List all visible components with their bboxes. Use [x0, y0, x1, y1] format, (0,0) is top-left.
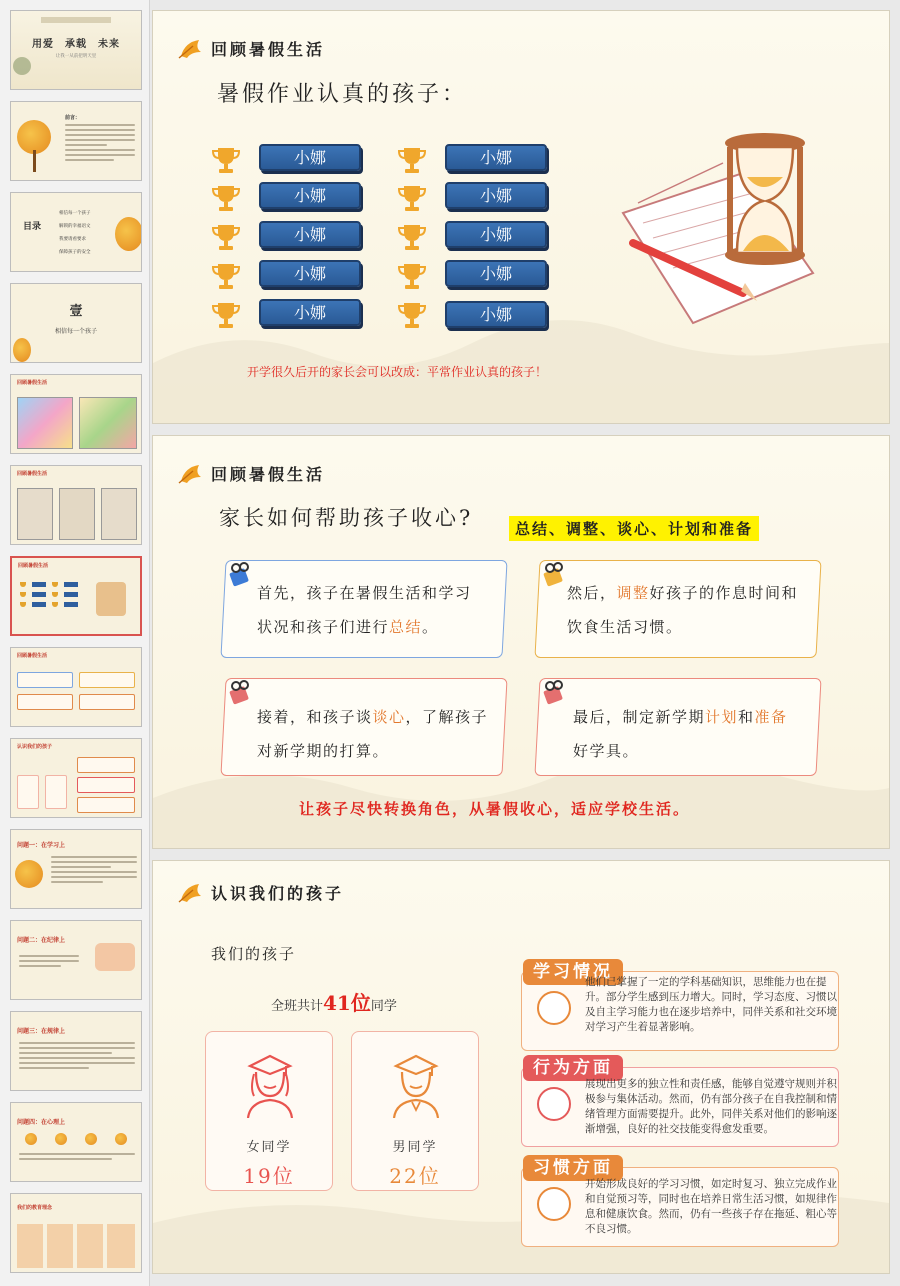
- tip-keyword: 总结: [389, 618, 423, 636]
- thumb-text-lines: [19, 1153, 135, 1163]
- student-name-button[interactable]: 小娜: [445, 301, 547, 328]
- tip-text-plan: [573, 700, 803, 768]
- student-name-button[interactable]: 小娜: [259, 182, 361, 209]
- info-tag-study: 学习情况: [523, 959, 623, 985]
- maple-leaf-icon: [177, 882, 205, 904]
- thumb-title: 目录: [23, 222, 42, 232]
- thumb-title: 壹: [69, 304, 83, 319]
- thumb-text-lines: [19, 955, 79, 970]
- thumb-photo: [101, 488, 137, 540]
- slide-thumb-2[interactable]: [10, 101, 142, 181]
- thumb-card: [45, 775, 67, 809]
- toc-item: 我要请看要求: [59, 237, 86, 242]
- girls-label: 女同学: [246, 1140, 292, 1155]
- thumb-text-lines: [19, 1042, 135, 1072]
- tip-keyword: 计划: [705, 708, 739, 726]
- slide-thumb-13[interactable]: [10, 1102, 142, 1182]
- trunk-shape: [33, 150, 36, 172]
- thumb-column: [47, 1224, 73, 1268]
- trophy-icon: [20, 582, 26, 587]
- total-prefix: 全班共计: [271, 999, 324, 1014]
- trophy-icon: [397, 300, 427, 330]
- student-name-button[interactable]: 小娜: [259, 221, 361, 248]
- section-header: [177, 881, 344, 904]
- tip-text-part: 最后，制定新学期: [573, 708, 706, 726]
- girls-card: [205, 1031, 333, 1191]
- section-title: 回顾暑假生活: [211, 465, 326, 484]
- thumb-title: 前言：: [65, 115, 81, 121]
- thumb-card: [77, 777, 135, 793]
- slide-question: 家长如何帮助孩子收心?: [219, 506, 474, 530]
- slide-question: 暑假作业认真的孩子：: [217, 82, 468, 107]
- slide-thumb-11[interactable]: [10, 920, 142, 1000]
- trophy-icon: [211, 222, 241, 252]
- trophy-icon: [52, 602, 58, 607]
- student-name-button[interactable]: 小娜: [445, 144, 547, 171]
- binder-clip-icon: [541, 680, 567, 706]
- toc-item: 相信每一个孩子: [59, 211, 91, 216]
- slide-thumb-6[interactable]: [10, 465, 142, 545]
- slide-thumb-9[interactable]: [10, 738, 142, 818]
- tree-icon: [115, 1133, 127, 1145]
- thumb-band: [41, 17, 111, 23]
- trophy-icon: [211, 145, 241, 175]
- trophy-icon: [20, 602, 26, 607]
- info-text-study: 他们已掌握了一定的学科基础知识，思维能力也在提升。部分学生感到压力增大。同时，学习态度、习惯以及自主学习能力也在逐步培养中，同伴关系和社交环境对学习产生着显著影响。: [585, 976, 837, 1033]
- toc-item: 解锁的幸福语文: [59, 224, 91, 229]
- thumb-photo: [17, 397, 73, 449]
- slide-thumb-12[interactable]: [10, 1011, 142, 1091]
- student-avatar-icon: [537, 1187, 571, 1221]
- thumb-text-lines: [65, 124, 135, 164]
- tip-keyword: 调整: [616, 584, 650, 602]
- thumb-title: 问题一：在学习上: [17, 842, 66, 849]
- binder-clip-icon: [227, 680, 253, 706]
- thumb-title: 问题四：在心理上: [17, 1119, 66, 1126]
- thumb-card: [17, 775, 39, 809]
- tip-text-part: 好孩子的作息时间和饮食生活习惯。: [567, 584, 799, 636]
- girls-count: 19位: [243, 1164, 295, 1188]
- thumb-title: 问题三：在规律上: [17, 1028, 66, 1035]
- thumb-subtitle: 让我一从前把明天里: [55, 54, 97, 59]
- info-tag-behavior: 行为方面: [523, 1055, 623, 1081]
- thumb-title: 回顾暑假生活: [17, 653, 48, 659]
- thumb-card: [77, 757, 135, 773]
- tip-text-part: 和: [738, 708, 755, 726]
- teacher-note: 开学很久后开的家长会可以改成：平常作业认真的孩子！: [247, 365, 548, 379]
- tip-text-part: 接着，和孩子谈: [257, 708, 373, 726]
- thumb-name-btn: [32, 582, 46, 587]
- tip-text-part: 然后，: [567, 584, 617, 602]
- student-name-button[interactable]: 小娜: [259, 144, 361, 171]
- trophy-icon: [52, 592, 58, 597]
- student-name-button[interactable]: 小娜: [445, 182, 547, 209]
- thumb-title: 回顾暑假生活: [18, 563, 49, 569]
- thumb-title: 认识我们的孩子: [17, 744, 53, 750]
- trophy-icon: [211, 183, 241, 213]
- tree-icon: [115, 217, 142, 251]
- trophy-icon: [397, 145, 427, 175]
- tree-icon: [55, 1133, 67, 1145]
- thumb-card: [79, 694, 135, 710]
- tip-keyword: 谈心: [372, 708, 406, 726]
- info-tag-habits: 习惯方面: [523, 1155, 623, 1181]
- hourglass-icon: [96, 582, 126, 616]
- slide-thumb-3[interactable]: [10, 192, 142, 272]
- tip-text-part: 首先，孩子在暑假生活和学习状况和孩子们进行: [257, 584, 472, 636]
- thumb-name-btn: [64, 592, 78, 597]
- slide-summary: 让孩子尽快转换角色，从暑假收心，适应学校生活。: [299, 800, 691, 818]
- tree-icon: [85, 1133, 97, 1145]
- thumb-title: 回顾暑假生活: [17, 380, 48, 386]
- slide-thumb-5[interactable]: [10, 374, 142, 454]
- thumb-name-btn: [32, 592, 46, 597]
- tip-text-talk: [257, 700, 493, 768]
- trophy-icon: [397, 183, 427, 213]
- class-total: [271, 987, 397, 1016]
- thumb-title: 回顾暑假生活: [17, 471, 48, 477]
- thumb-name-btn: [64, 582, 78, 587]
- slide-parent-tips: [152, 435, 890, 849]
- trophy-icon: [211, 300, 241, 330]
- thumb-name-btn: [32, 602, 46, 607]
- slide-thumb-1[interactable]: [10, 10, 142, 90]
- slide-our-children: [152, 860, 890, 1274]
- tip-text-part: ，了解孩子对新学期的打算。: [257, 708, 489, 760]
- thumb-card: [77, 797, 135, 813]
- boy-student-icon: [388, 1052, 444, 1118]
- thumb-photo: [17, 488, 53, 540]
- slide-thumb-14[interactable]: [10, 1193, 142, 1273]
- tip-keyword: 准备: [754, 708, 788, 726]
- tree-icon: [13, 338, 31, 362]
- section-title: 回顾暑假生活: [211, 40, 326, 59]
- tree-icon: [17, 120, 51, 154]
- slide-thumb-4[interactable]: [10, 283, 142, 363]
- trophy-icon: [52, 582, 58, 587]
- student-name-button[interactable]: 小娜: [259, 299, 361, 326]
- maple-leaf-icon: [177, 463, 205, 485]
- section-header: [177, 37, 325, 60]
- slide-thumb-8[interactable]: [10, 647, 142, 727]
- thumb-toc: [59, 207, 91, 259]
- trophy-icon: [20, 592, 26, 597]
- total-number: 41位: [323, 991, 371, 1015]
- thumb-title: 我们的教育理念: [17, 1205, 53, 1211]
- maple-leaf-icon: [177, 38, 205, 60]
- student-avatar-icon: [537, 1087, 571, 1121]
- thumb-column: [17, 1224, 43, 1268]
- thumb-text-lines: [51, 856, 137, 886]
- boys-label: 男同学: [392, 1140, 438, 1155]
- trophy-icon: [397, 261, 427, 291]
- student-avatar-icon: [537, 991, 571, 1025]
- tip-text-part: 。: [422, 618, 439, 636]
- tip-text-adjust: [567, 576, 803, 644]
- trophy-icon: [397, 222, 427, 252]
- info-text-habits: 开始形成良好的学习习惯，如定时复习、独立完成作业和自觉预习等，同时也在培养日常生活习惯，如规律作息和健康饮食。然而，仍有一些孩子存在拖延、粗心等不良习惯。: [585, 1178, 837, 1235]
- thumb-photo: [79, 397, 137, 449]
- section-title: 认识我们的孩子: [211, 884, 345, 903]
- tree-icon: [13, 57, 31, 75]
- tree-icon: [25, 1133, 37, 1145]
- thumb-card: [17, 672, 73, 688]
- slide-homework: [152, 10, 890, 424]
- hourglass-paper-illustration: [613, 123, 843, 333]
- info-text-behavior: 展现出更多的独立性和责任感，能够自觉遵守规则并积极参与集体活动。然而，仍有部分孩子在自我控制和情绪管理方面需要提升。此外，同伴关系对他们的影响逐渐增强，良好的社交技能变得愈发重要。: [585, 1078, 837, 1135]
- boys-card: [351, 1031, 479, 1191]
- student-name-button[interactable]: 小娜: [445, 260, 547, 287]
- thumb-illustration: [95, 943, 135, 971]
- thumb-photo: [59, 488, 95, 540]
- thumb-subtitle: 相信每一个孩子: [54, 328, 97, 335]
- thumb-card: [79, 672, 135, 688]
- boys-count: 22位: [389, 1164, 441, 1188]
- tip-text-summary: [257, 576, 487, 644]
- key-points-highlight: 总结、调整、谈心、计划和准备: [509, 516, 759, 541]
- student-name-button[interactable]: 小娜: [445, 221, 547, 248]
- section-header: [177, 462, 325, 485]
- girl-student-icon: [242, 1052, 298, 1118]
- tree-icon: [15, 860, 43, 888]
- slide-thumb-10[interactable]: [10, 829, 142, 909]
- thumb-title: 问题二：在纪律上: [17, 937, 66, 944]
- thumb-title: 用爱 承载 未来: [32, 39, 120, 50]
- thumb-name-btn: [64, 602, 78, 607]
- slide-thumbnail-panel: [0, 0, 150, 1286]
- trophy-icon: [211, 261, 241, 291]
- total-suffix: 同学: [370, 999, 397, 1014]
- binder-clip-icon: [541, 562, 567, 588]
- thumb-column: [107, 1224, 135, 1268]
- slide-thumb-7-active[interactable]: [10, 556, 142, 636]
- toc-item: 保障孩子的安全: [59, 250, 91, 255]
- tip-text-part: 好学具。: [573, 742, 640, 760]
- binder-clip-icon: [227, 562, 253, 588]
- thumb-column: [77, 1224, 103, 1268]
- student-name-button[interactable]: 小娜: [259, 260, 361, 287]
- thumb-card: [17, 694, 73, 710]
- slide-subtitle: 我们的孩子: [211, 945, 297, 963]
